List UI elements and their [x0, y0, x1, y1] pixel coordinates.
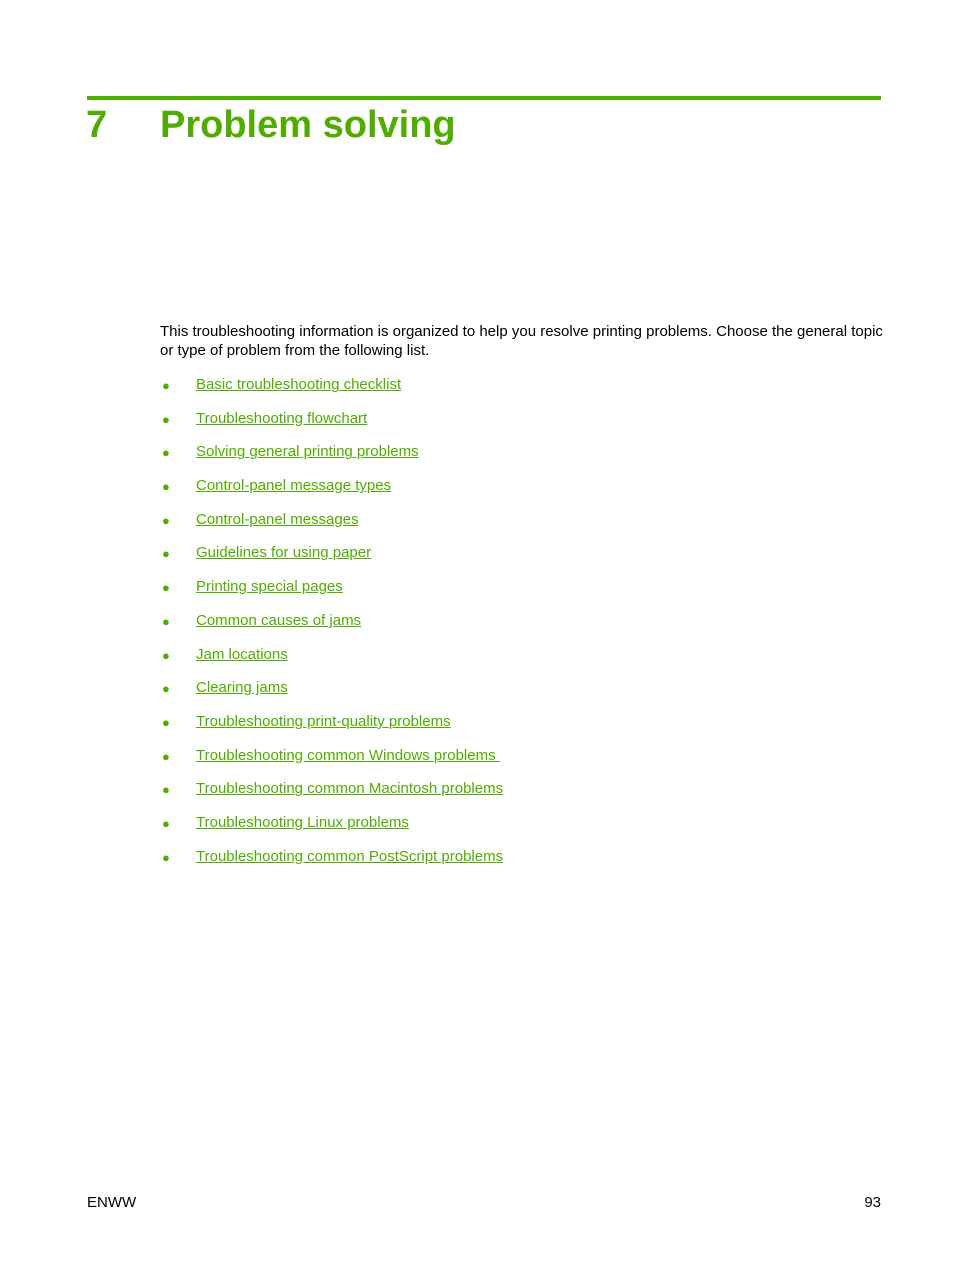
intro-paragraph: This troubleshooting information is organized to help you resolve printing problems. Choose the general topic or type of problem from the following list. — [160, 323, 883, 359]
footer-label: ENWW — [87, 1194, 137, 1211]
page-number: 93 — [864, 1194, 881, 1211]
topic-link-troubleshooting-flowchart[interactable]: Troubleshooting flowchart — [196, 409, 368, 427]
list-item — [160, 678, 503, 712]
topic-link-troubleshooting-print-quality-problems[interactable]: Troubleshooting print-quality problems — [196, 712, 451, 730]
list-item — [160, 611, 503, 645]
topic-link-control-panel-message-types[interactable]: Control-panel message types — [196, 477, 392, 495]
list-item — [160, 813, 503, 847]
topic-link-troubleshooting-common-postscript-problems[interactable]: Troubleshooting common PostScript problems — [196, 847, 504, 865]
topic-link-clearing-jams[interactable]: Clearing jams — [196, 679, 288, 697]
chapter-title: Problem solving — [160, 104, 456, 146]
bullet-icon: ● — [162, 748, 170, 764]
topic-link-guidelines-for-using-paper[interactable]: Guidelines for using paper — [196, 544, 372, 562]
list-item — [160, 847, 503, 881]
list-item — [160, 510, 503, 544]
topic-list — [160, 375, 503, 880]
bullet-icon: ● — [162, 479, 170, 495]
bullet-icon: ● — [162, 580, 170, 596]
chapter-rule — [87, 96, 881, 100]
list-item — [160, 577, 503, 611]
bullet-icon: ● — [162, 782, 170, 798]
list-item — [160, 375, 503, 409]
bullet-icon: ● — [162, 714, 170, 730]
list-item — [160, 442, 503, 476]
bullet-icon: ● — [162, 378, 170, 393]
bullet-icon: ● — [162, 512, 170, 528]
topic-link-common-causes-of-jams[interactable]: Common causes of jams — [196, 611, 362, 629]
bullet-icon: ● — [162, 411, 170, 427]
topic-link-troubleshooting-common-macintosh-problems[interactable]: Troubleshooting common Macintosh problems — [196, 780, 504, 798]
bullet-icon: ● — [162, 647, 170, 663]
chapter-number: 7 — [86, 104, 108, 146]
list-item — [160, 645, 503, 679]
bullet-icon: ● — [162, 546, 170, 562]
list-item — [160, 712, 503, 746]
list-item — [160, 476, 503, 510]
bullet-icon: ● — [162, 849, 170, 865]
topic-link-troubleshooting-linux-problems[interactable]: Troubleshooting Linux problems — [196, 813, 409, 831]
bullet-icon: ● — [162, 613, 170, 629]
list-item — [160, 746, 503, 780]
bullet-icon: ● — [162, 445, 170, 461]
topic-link-printing-special-pages[interactable]: Printing special pages — [196, 578, 343, 596]
list-item — [160, 409, 503, 443]
list-item — [160, 543, 503, 577]
topic-link-basic-troubleshooting-checklist[interactable]: Basic troubleshooting checklist — [196, 376, 402, 393]
topic-link-troubleshooting-common-windows-problems[interactable]: Troubleshooting common Windows problems — [196, 746, 500, 764]
topic-link-solving-general-printing-problems[interactable]: Solving general printing problems — [196, 443, 419, 461]
topic-link-jam-locations[interactable]: Jam locations — [196, 645, 288, 663]
list-item — [160, 779, 503, 813]
bullet-icon: ● — [162, 681, 170, 697]
bullet-icon: ● — [162, 815, 170, 831]
topic-link-control-panel-messages[interactable]: Control-panel messages — [196, 510, 359, 528]
